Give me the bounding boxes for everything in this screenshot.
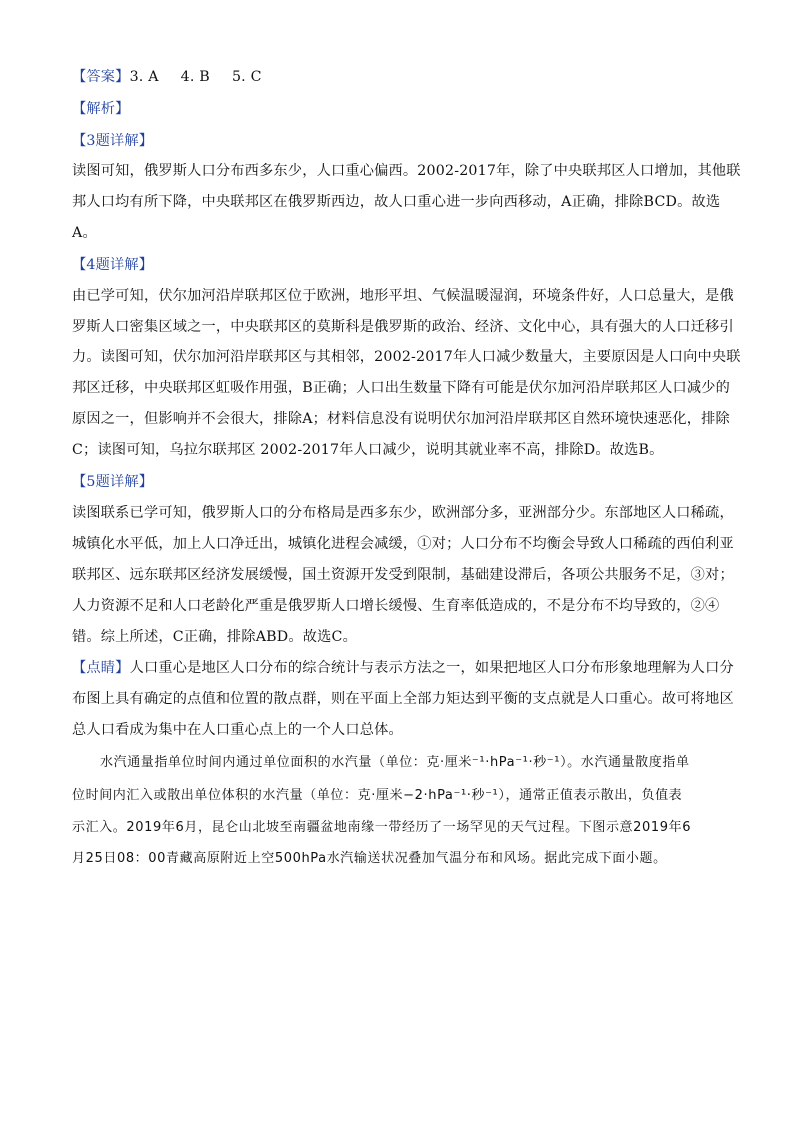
q5-line-1: 读图联系已学可知，俄罗斯人口的分布格局是西多东少，欧洲部分多，亚洲部分少。东部地区人口稀疏， bbox=[72, 505, 734, 521]
q4-label: 【4题详解】 bbox=[72, 257, 154, 273]
answer-item-5: 5. C bbox=[231, 69, 262, 85]
q4-line-3: 力。读图可知，伏尔加河沿岸联邦区与其相邻，2002-2017年人口减少数量大，主要原因是人口向中央联 bbox=[72, 349, 741, 365]
q3-line-3: A。 bbox=[72, 225, 97, 241]
q4-line-1: 由已学可知，伏尔加河沿岸联邦区位于欧洲，地形平坦、气候温暖湿润，环境条件好，人口总量大，是俄 bbox=[72, 288, 734, 304]
answer-label: 【答案】 bbox=[72, 69, 130, 85]
point-label: 【点睛】 bbox=[72, 660, 130, 676]
point-text-1: 人口重心是地区人口分布的综合统计与表示方法之一，如果把地区人口分布形象地理解为人口分 bbox=[129, 660, 734, 676]
answer-item-4: 4. B bbox=[180, 69, 210, 85]
q5-line-2: 城镇化水平低，加上人口净迁出，城镇化进程会减缓，①对；人口分布不均衡会导致人口稀疏的西伯利亚 bbox=[72, 536, 734, 552]
question-line-3: 示汇入。2019年6月，昆仑山北坡至南疆盆地南缘一带经历了一场罕见的天气过程。下图示意2019年6 bbox=[72, 820, 692, 835]
q4-line-5: 原因之一，但影响并不会很大，排除A；材料信息没有说明伏尔加河沿岸联邦区自然环境快速恶化，排除 bbox=[72, 411, 730, 427]
q5-line-3: 联邦区、远东联邦区经济发展缓慢，国土资源开发受到限制，基础建设滞后，各项公共服务不足，③对； bbox=[72, 567, 734, 583]
q3-label: 【3题详解】 bbox=[72, 133, 154, 149]
q3-line-1: 读图可知，俄罗斯人口分布西多东少，人口重心偏西。2002-2017年，除了中央联邦区人口增加，其他联 bbox=[72, 163, 741, 179]
analysis-label: 【解析】 bbox=[72, 101, 130, 117]
question-line-2: 位时间内汇入或散出单位体积的水汽量（单位：克·厘米−2·hPa⁻¹·秒⁻¹），通常正值表示散出，负值表 bbox=[72, 788, 683, 803]
question-line-1: 水汽通量指单位时间内通过单位面积的水汽量（单位：克·厘米⁻¹·hPa⁻¹·秒⁻¹）。水汽通量散度指单 bbox=[100, 755, 690, 770]
point-line-1 bbox=[72, 658, 734, 678]
point-line-3: 总人口看成为集中在人口重心点上的一个人口总体。 bbox=[72, 722, 403, 738]
q4-line-6: C；读图可知，乌拉尔联邦区 2002-2017年人口减少，说明其就业率不高，排除D。故选B。 bbox=[72, 442, 664, 458]
answer-item-3: 3. A bbox=[129, 69, 159, 85]
q5-label: 【5题详解】 bbox=[72, 474, 154, 490]
point-line-2: 布图上具有确定的点值和位置的散点群，则在平面上全部力矩达到平衡的支点就是人口重心。故可将地区 bbox=[72, 691, 734, 707]
answer-line bbox=[72, 67, 262, 87]
q5-line-4: 人力资源不足和人口老龄化严重是俄罗斯人口增长缓慢、生育率低造成的，不是分布不均导致的，②④ bbox=[72, 598, 720, 614]
q3-line-2: 邦人口均有所下降，中央联邦区在俄罗斯西边，故人口重心进一步向西移动，A正确，排除BCD。故选 bbox=[72, 194, 721, 210]
question-line-4: 月25日08：00青藏高原附近上空500hPa水汽输送状况叠加气温分布和风场。据此完成下面小题。 bbox=[72, 851, 667, 866]
q4-line-4: 邦区迁移，中央联邦区虹吸作用强，B正确；人口出生数量下降有可能是伏尔加河沿岸联邦区人口减少的 bbox=[72, 380, 731, 396]
q5-line-5: 错。综上所述，C正确，排除ABD。故选C。 bbox=[72, 629, 357, 645]
q4-line-2: 罗斯人口密集区域之一，中央联邦区的莫斯科是俄罗斯的政治、经济、文化中心，具有强大的人口迁移引 bbox=[72, 319, 734, 335]
